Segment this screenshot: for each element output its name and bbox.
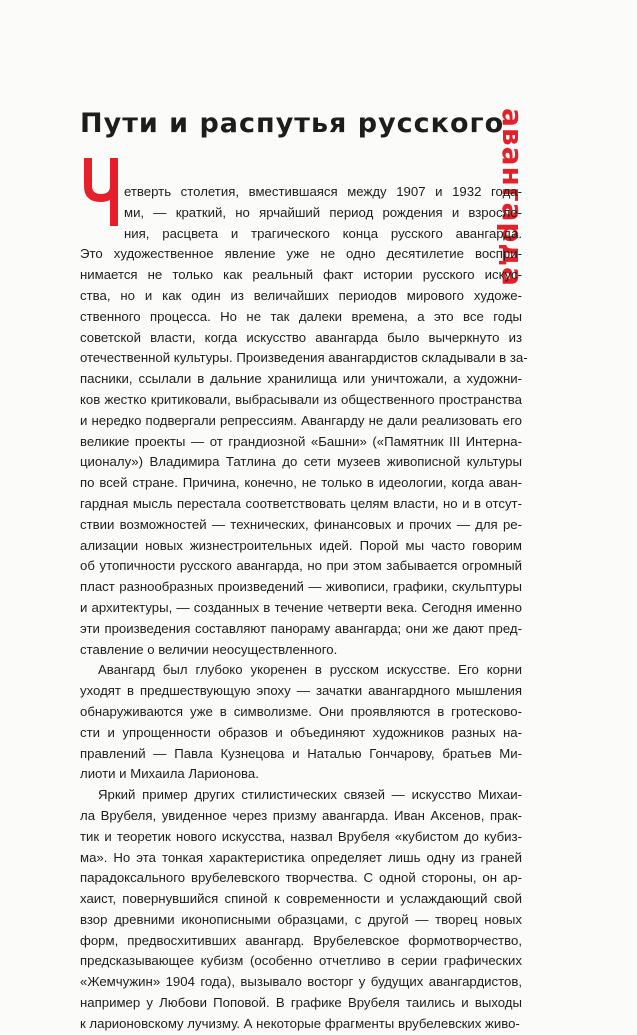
text-line: ма». Но эта тонкая характеристика определяет лишь одну из граней [80, 849, 522, 865]
text-line: ми, — краткий, но ярчайший период рождения и взросле- [124, 204, 522, 220]
text-line: и архитектуры, — созданных в течение четверти века. Сегодня именно [80, 599, 522, 615]
text-line: гардная мысль перестала соответствовать целям власти, но и в отсут- [80, 495, 522, 511]
text-line: парадоксального врубелевского творчества. С одной стороны, он ар- [80, 870, 522, 886]
text-line: Яркий пример других стилистических связей — искусство Михаи- [98, 787, 522, 803]
text-line: ков жестко критиковали, выбрасывали из общественного пространства [80, 391, 522, 407]
text-line: ния, расцвета и трагического конца русского авангарда. [124, 225, 522, 241]
text-line: «Жемчужин» 1904 года), вызывало восторг у будущих авангардистов, [80, 974, 522, 990]
text-line: и нередко подвергали репрессиям. Авангарду не дали реализовать его [80, 412, 522, 428]
text-line: етверть столетия, вместившаяся между 1907 и 1932 года- [124, 184, 522, 199]
text-line: сти и упрощенности образов и объединяют художников разных на- [80, 724, 522, 740]
text-line: ла Врубеля, увиденное через призму авангарда. Иван Аксенов, прак- [80, 807, 522, 823]
text-line: тик и теоретик нового искусства, назвал Врубеля «кубистом до кубиз- [80, 828, 522, 844]
article-text [80, 182, 528, 1035]
text-line: великие проекты — от грандиозной «Башни» («Памятник III Интерна- [80, 433, 522, 449]
text-line: ства, но и как один из величайших периодов мирового художе- [80, 287, 522, 303]
text-line: нимается не только как реальный факт истории русского искус- [80, 267, 522, 283]
text-line: пласт разнообразных произведений — живописи, графики, скульптуры [80, 579, 522, 595]
page-title: Пути и распутья русского [80, 108, 505, 139]
text-line: взор древними иконописными образцами, с другой — творец новых [80, 911, 522, 927]
text-line: ционалу») Владимира Татлина до сети музеев живописной культуры [80, 454, 522, 470]
text-line: форм, предвосхитивших авангард. Врубелевское формотворчество, [80, 932, 522, 948]
text-line: Авангард был глубоко укоренен в русском искусстве. Его корни [98, 662, 522, 678]
text-line: отечественной культуры. Произведения авангардистов складывали в за- [80, 350, 528, 366]
text-line: правлений — Павла Кузнецова и Наталью Гончарову, братьев Ми- [80, 745, 522, 761]
text-line: по всей стране. Причина, конечно, не только в идеологии, когда аван- [80, 475, 522, 491]
text-line: уходят в предшествующую эпоху — зачатки авангардного мышления [80, 683, 522, 699]
text-line: эти произведения составляют панораму авангарда; они же дают пред- [80, 620, 522, 636]
text-line: например у Любови Поповой. В графике Врубеля таились и выходы [80, 995, 522, 1011]
text-line: ственного процесса. Но не так далеки времена, а это все годы [80, 308, 522, 324]
text-line: пасники, ссылали в дальние хранилища или уничтожали, а художни- [80, 371, 522, 387]
text-line: ствии возможностей — технических, финансовых и прочих — для ре- [80, 516, 522, 532]
text-line: хаист, повернувшийся спиной к современности и услаждающий свой [80, 891, 522, 907]
text-line: Это художественное явление уже не одно десятилетие воспри- [80, 246, 522, 262]
text-line: обнаруживаются уже в символизме. Они проявляются в гротесково- [80, 703, 522, 719]
vertical-title-word: авангарда [496, 108, 529, 287]
text-line: об утопичности русского авангарда, но при этом забывается огромный [80, 558, 522, 574]
text-line: ализации новых жизнестроительных идей. Порой мы часто говорим [80, 537, 522, 553]
text-line: к ларионовскому лучизму. А некоторые фрагменты врубелевских живо- [80, 1015, 520, 1031]
text-line: лиоти и Михаила Ларионова. [80, 766, 259, 782]
text-line: советской власти, когда искусство авангарда было вычеркнуто из [80, 329, 522, 345]
text-line: ставление о величии неосуществленного. [80, 641, 338, 657]
text-line: предсказывающее кубизм (особенно отчетливо в серии графических [80, 953, 522, 969]
